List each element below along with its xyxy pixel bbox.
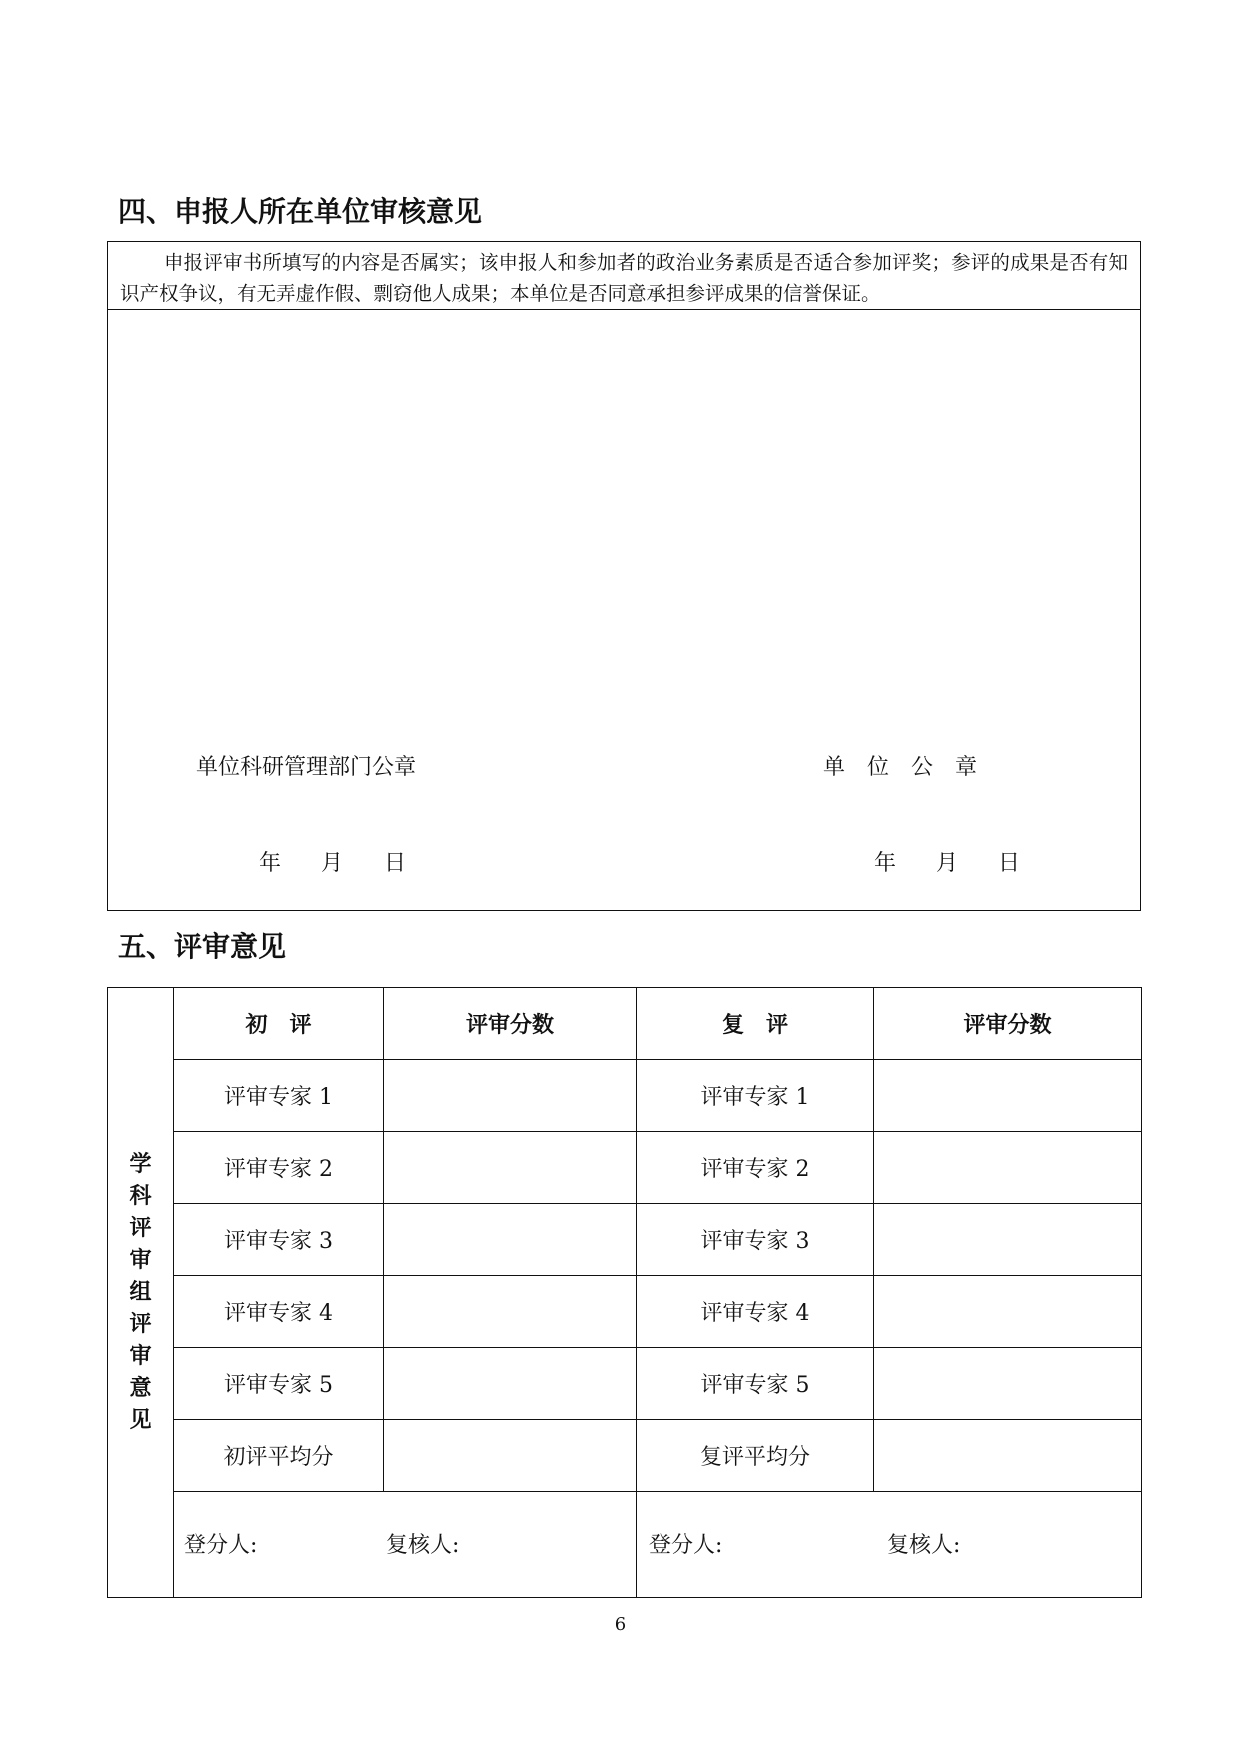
header-initial: 初 评: [174, 988, 384, 1060]
initial-average-cell[interactable]: [384, 1420, 637, 1492]
dept-date-year: 年: [259, 851, 282, 876]
review-expert-label: 评审专家 5: [637, 1348, 874, 1420]
section4-heading: 四、申报人所在单位审核意见: [118, 195, 483, 228]
initial-score-cell[interactable]: [384, 1204, 637, 1276]
review-score-cell[interactable]: [874, 1132, 1142, 1204]
header-initial-score: 评审分数: [384, 988, 637, 1060]
review-score-cell[interactable]: [874, 1204, 1142, 1276]
unit-date-month: 月: [936, 851, 959, 876]
opinion-area[interactable]: [108, 310, 1140, 910]
review-expert-label: 评审专家 1: [637, 1060, 874, 1132]
dept-seal-label: 单位科研管理部门公章: [196, 755, 417, 780]
review-average-cell[interactable]: [874, 1420, 1142, 1492]
initial-expert-label: 评审专家 1: [174, 1060, 384, 1132]
review-expert-label: 评审专家 2: [637, 1132, 874, 1204]
initial-expert-label: 评审专家 4: [174, 1276, 384, 1348]
section5-heading: 五、评审意见: [118, 930, 287, 963]
review-recorder-label: 登分人:: [649, 1533, 723, 1558]
unit-seal-label: 单 位 公 章: [823, 755, 978, 780]
review-average-label: 复评平均分: [637, 1420, 874, 1492]
header-review-score: 评审分数: [874, 988, 1142, 1060]
initial-score-cell[interactable]: [384, 1060, 637, 1132]
review-score-cell[interactable]: [874, 1060, 1142, 1132]
review-sign-cell[interactable]: [637, 1492, 1142, 1598]
initial-recorder-label: 登分人:: [184, 1533, 258, 1558]
review-expert-label: 评审专家 3: [637, 1204, 874, 1276]
review-score-cell[interactable]: [874, 1276, 1142, 1348]
review-group-label: 学 科 评 审 组 评 审 意 见: [108, 988, 174, 1598]
initial-average-label: 初评平均分: [174, 1420, 384, 1492]
initial-expert-label: 评审专家 2: [174, 1132, 384, 1204]
initial-score-cell[interactable]: [384, 1132, 637, 1204]
unit-date-year: 年: [874, 851, 897, 876]
review-table: [107, 987, 1142, 1598]
initial-score-cell[interactable]: [384, 1348, 637, 1420]
review-expert-label: 评审专家 4: [637, 1276, 874, 1348]
review-checker-label: 复核人:: [887, 1533, 961, 1558]
initial-sign-cell[interactable]: [174, 1492, 637, 1598]
review-instructions: 申报评审书所填写的内容是否属实；该申报人和参加者的政治业务素质是否适合参加评奖；参评的成果是否有知识产权争议，有无弄虚作假、剽窃他人成果；本单位是否同意承担参评成果的信誉保证。: [108, 242, 1140, 310]
header-review: 复 评: [637, 988, 874, 1060]
unit-date-day: 日: [998, 851, 1021, 876]
page-number: 6: [614, 1614, 627, 1635]
review-score-cell[interactable]: [874, 1348, 1142, 1420]
initial-expert-label: 评审专家 5: [174, 1348, 384, 1420]
dept-date-day: 日: [384, 851, 407, 876]
initial-checker-label: 复核人:: [386, 1533, 460, 1558]
dept-date-month: 月: [321, 851, 344, 876]
initial-expert-label: 评审专家 3: [174, 1204, 384, 1276]
unit-review-box: [107, 241, 1141, 911]
initial-score-cell[interactable]: [384, 1276, 637, 1348]
